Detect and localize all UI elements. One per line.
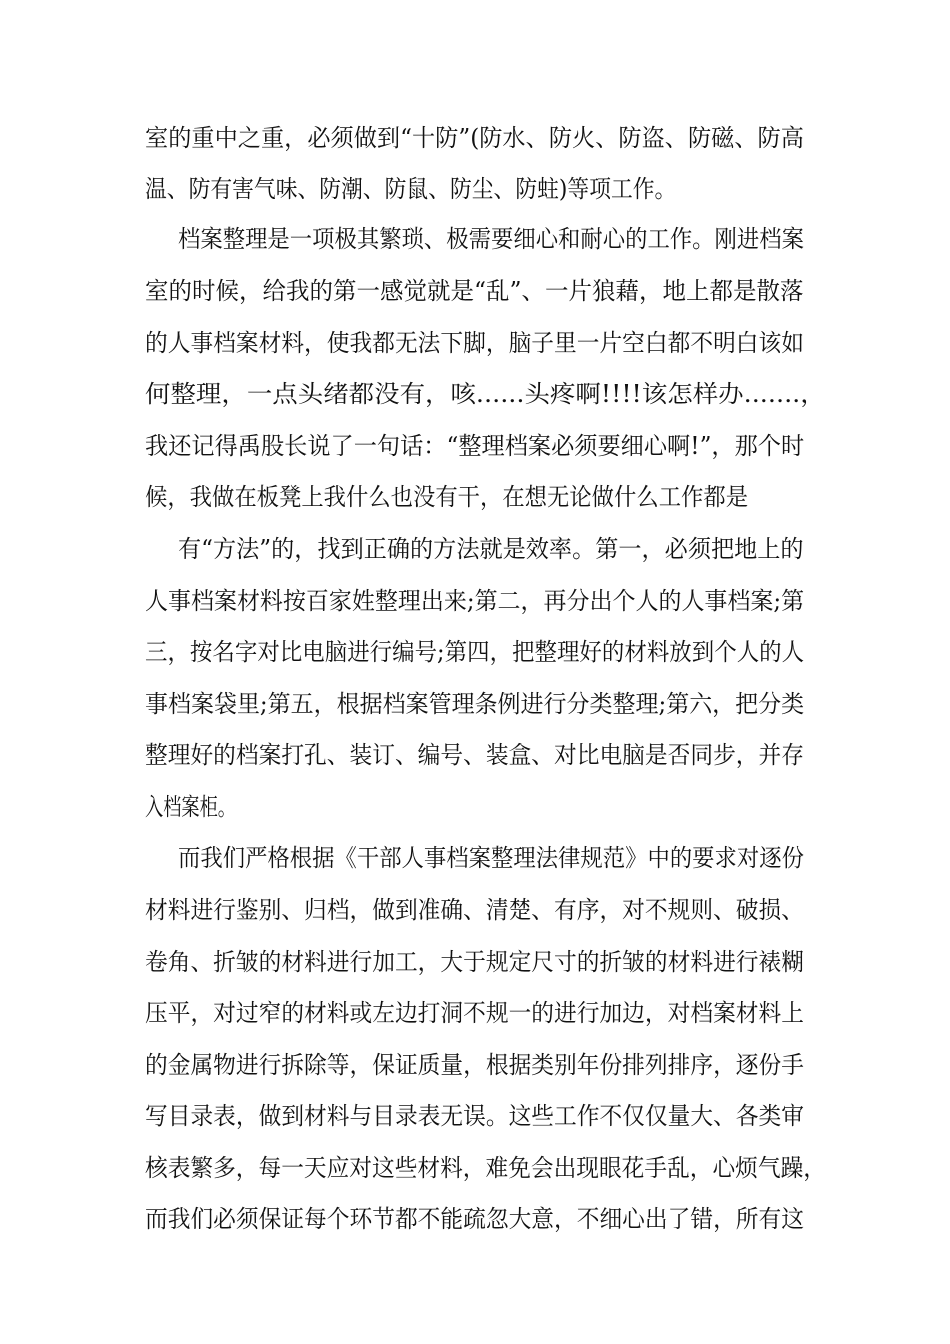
text-line: 人事档案材料按百家姓整理出来;第二，再分出个人的人事档案;第 [145,587,805,615]
text-line: 的金属物进行拆除等，保证质量，根据类别年份排列排序，逐份手 [145,1051,804,1079]
text-line: 事档案袋里;第五，根据档案管理条例进行分类整理;第六，把分类 [145,690,805,718]
text-line: 的人事档案材料，使我都无法下脚，脑子里一片空白都不明白该如 [145,329,804,357]
text-line: 我还记得禹股长说了一句话：“整理档案必须要细心啊!”，那个时 [145,432,805,460]
text-line: 何整理，一点头绪都没有，咳......头疼啊!!!!该怎样办.......， [145,380,826,408]
text-line: 候，我做在板凳上我什么也没有干，在想无论做什么工作都是 [145,483,749,511]
text-line: 材料进行鉴别、归档，做到准确、清楚、有序，对不规则、破损、 [145,896,804,924]
text-line: 入档案柜。 [145,793,236,821]
text-line: 室的重中之重，必须做到“十防”(防水、防火、防盗、防磁、防高 [145,124,804,152]
text-line: 压平，对过窄的材料或左边打洞不规一的进行加边，对档案材料上 [145,999,804,1027]
text-line: 卷角、折皱的材料进行加工，大于规定尺寸的折皱的材料进行裱糊 [145,948,804,976]
text-line: 而我们严格根据《干部人事档案整理法律规范》中的要求对逐份 [178,844,804,872]
text-line: 室的时候，给我的第一感觉就是“乱”、一片狼藉，地上都是散落 [145,277,804,305]
text-line: 而我们必须保证每个环节都不能疏忽大意，不细心出了错，所有这 [145,1205,804,1233]
text-line: 整理好的档案打孔、装订、编号、装盒、对比电脑是否同步，并存 [145,741,804,769]
text-line: 三，按名字对比电脑进行编号;第四，把整理好的材料放到个人的人 [145,638,805,666]
text-line: 核表繁多，每一天应对这些材料，难免会出现眼花手乱，心烦气躁， [145,1154,826,1182]
text-line: 温、防有害气味、防潮、防鼠、防尘、防蛀)等项工作。 [145,175,677,203]
text-line: 档案整理是一项极其繁琐、极需要细心和耐心的工作。刚进档案 [178,225,804,253]
text-line: 有“方法”的，找到正确的方法就是效率。第一，必须把地上的 [178,535,804,563]
text-line: 写目录表，做到材料与目录表无误。这些工作不仅仅量大、各类审 [145,1102,804,1130]
